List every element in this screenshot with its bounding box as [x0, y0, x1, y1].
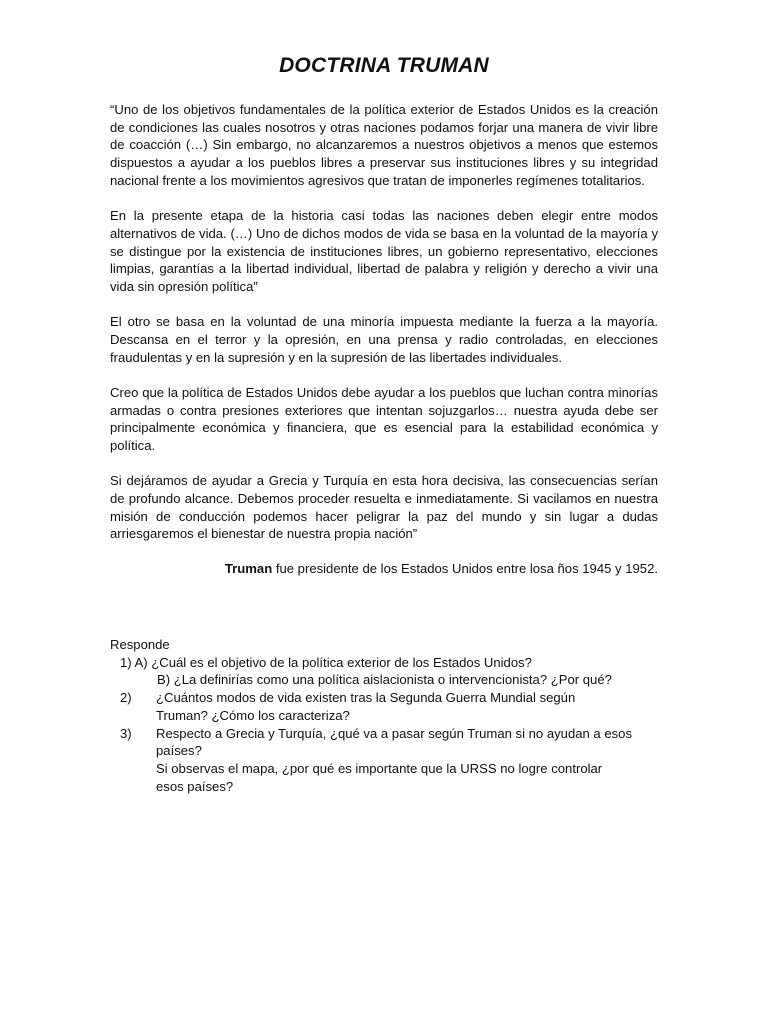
question-line: Si observas el mapa, ¿por qué es importante que la URSS no logre controlar: [156, 760, 603, 776]
question-number: 3): [120, 725, 132, 741]
author-note-text: fue presidente de los Estados Unidos entre losa ños 1945 y 1952.: [272, 561, 658, 577]
question-1b: B) ¿La definirías como una política aislacionista o intervencionista? ¿Por qué?: [157, 672, 612, 688]
paragraph: Si dejáramos de ayudar a Grecia y Turquía en esta hora decisiva, las consecuencias serían de profundo alcance. Debemos proceder resuelta e inmediatamente. Si vacilamos en nuestra misión de conducción podemos hacer peligrar la paz del mundo y sin lugar a dudas arriesgaremos el bienestar de nuestra propia nación”: [110, 473, 658, 542]
question-line: países?: [156, 743, 202, 759]
question-line: Respecto a Grecia y Turquía, ¿qué va a pasar según Truman si no ayudan a esos: [156, 725, 633, 741]
document-title: DOCTRINA TRUMAN: [279, 54, 489, 77]
question-line: Truman? ¿Cómo los caracteriza?: [156, 707, 350, 723]
questions-section: [110, 636, 670, 795]
author-note: [110, 560, 658, 578]
question-line: esos países?: [156, 778, 234, 794]
paragraph: “Uno de los objetivos fundamentales de la política exterior de Estados Unidos es la creación de condiciones las cuales nosotros y otras naciones podamos forjar una manera de vivir libre de coacción (…) Sin embargo, no alcanzaremos a nuestros objetivos a menos que estemos dispuestos a ayudar a los pueblos libres a preservar sus instituciones libres y su integridad nacional frente a los movimientos agresivos que tratan de imponerles regímenes totalitarios.: [110, 102, 658, 188]
question-1a: 1) A) ¿Cuál es el objetivo de la política exterior de los Estados Unidos?: [120, 654, 532, 670]
question-number: 2): [120, 690, 132, 706]
questions-heading: Responde: [110, 637, 170, 652]
paragraph: El otro se basa en la voluntad de una minoría impuesta mediante la fuerza a la mayoría. Descansa en el terror y la opresión, en una prensa y radio controladas, en elecciones fraudulentas y en la supresión y en la supresión de las libertades individuales.: [110, 314, 658, 365]
paragraph: En la presente etapa de la historia casi todas las naciones deben elegir entre modos alternativos de vida. (…) Uno de dichos modos de vida se basa en la voluntad de la mayoría y se distingue por la existencia de instituciones libres, un gobierno representativo, elecciones limpias, garantías a la libertad individual, libertad de palabra y religión y derecho a vivir una vida sin opresión política”: [110, 208, 658, 294]
question-line: ¿Cuántos modos de vida existen tras la Segunda Guerra Mundial según: [156, 690, 576, 706]
question-3: [110, 725, 670, 796]
question-2: [110, 689, 670, 724]
paragraph: Creo que la política de Estados Unidos debe ayudar a los pueblos que luchan contra minorías armadas o contra presiones exteriores que intentan sojuzgarlos… nuestra ayuda debe ser principalmente económica y financiera, que es esencial para la estabilidad económica y política.: [110, 384, 658, 454]
author-name: Truman: [224, 561, 273, 577]
document-body: [110, 101, 658, 578]
